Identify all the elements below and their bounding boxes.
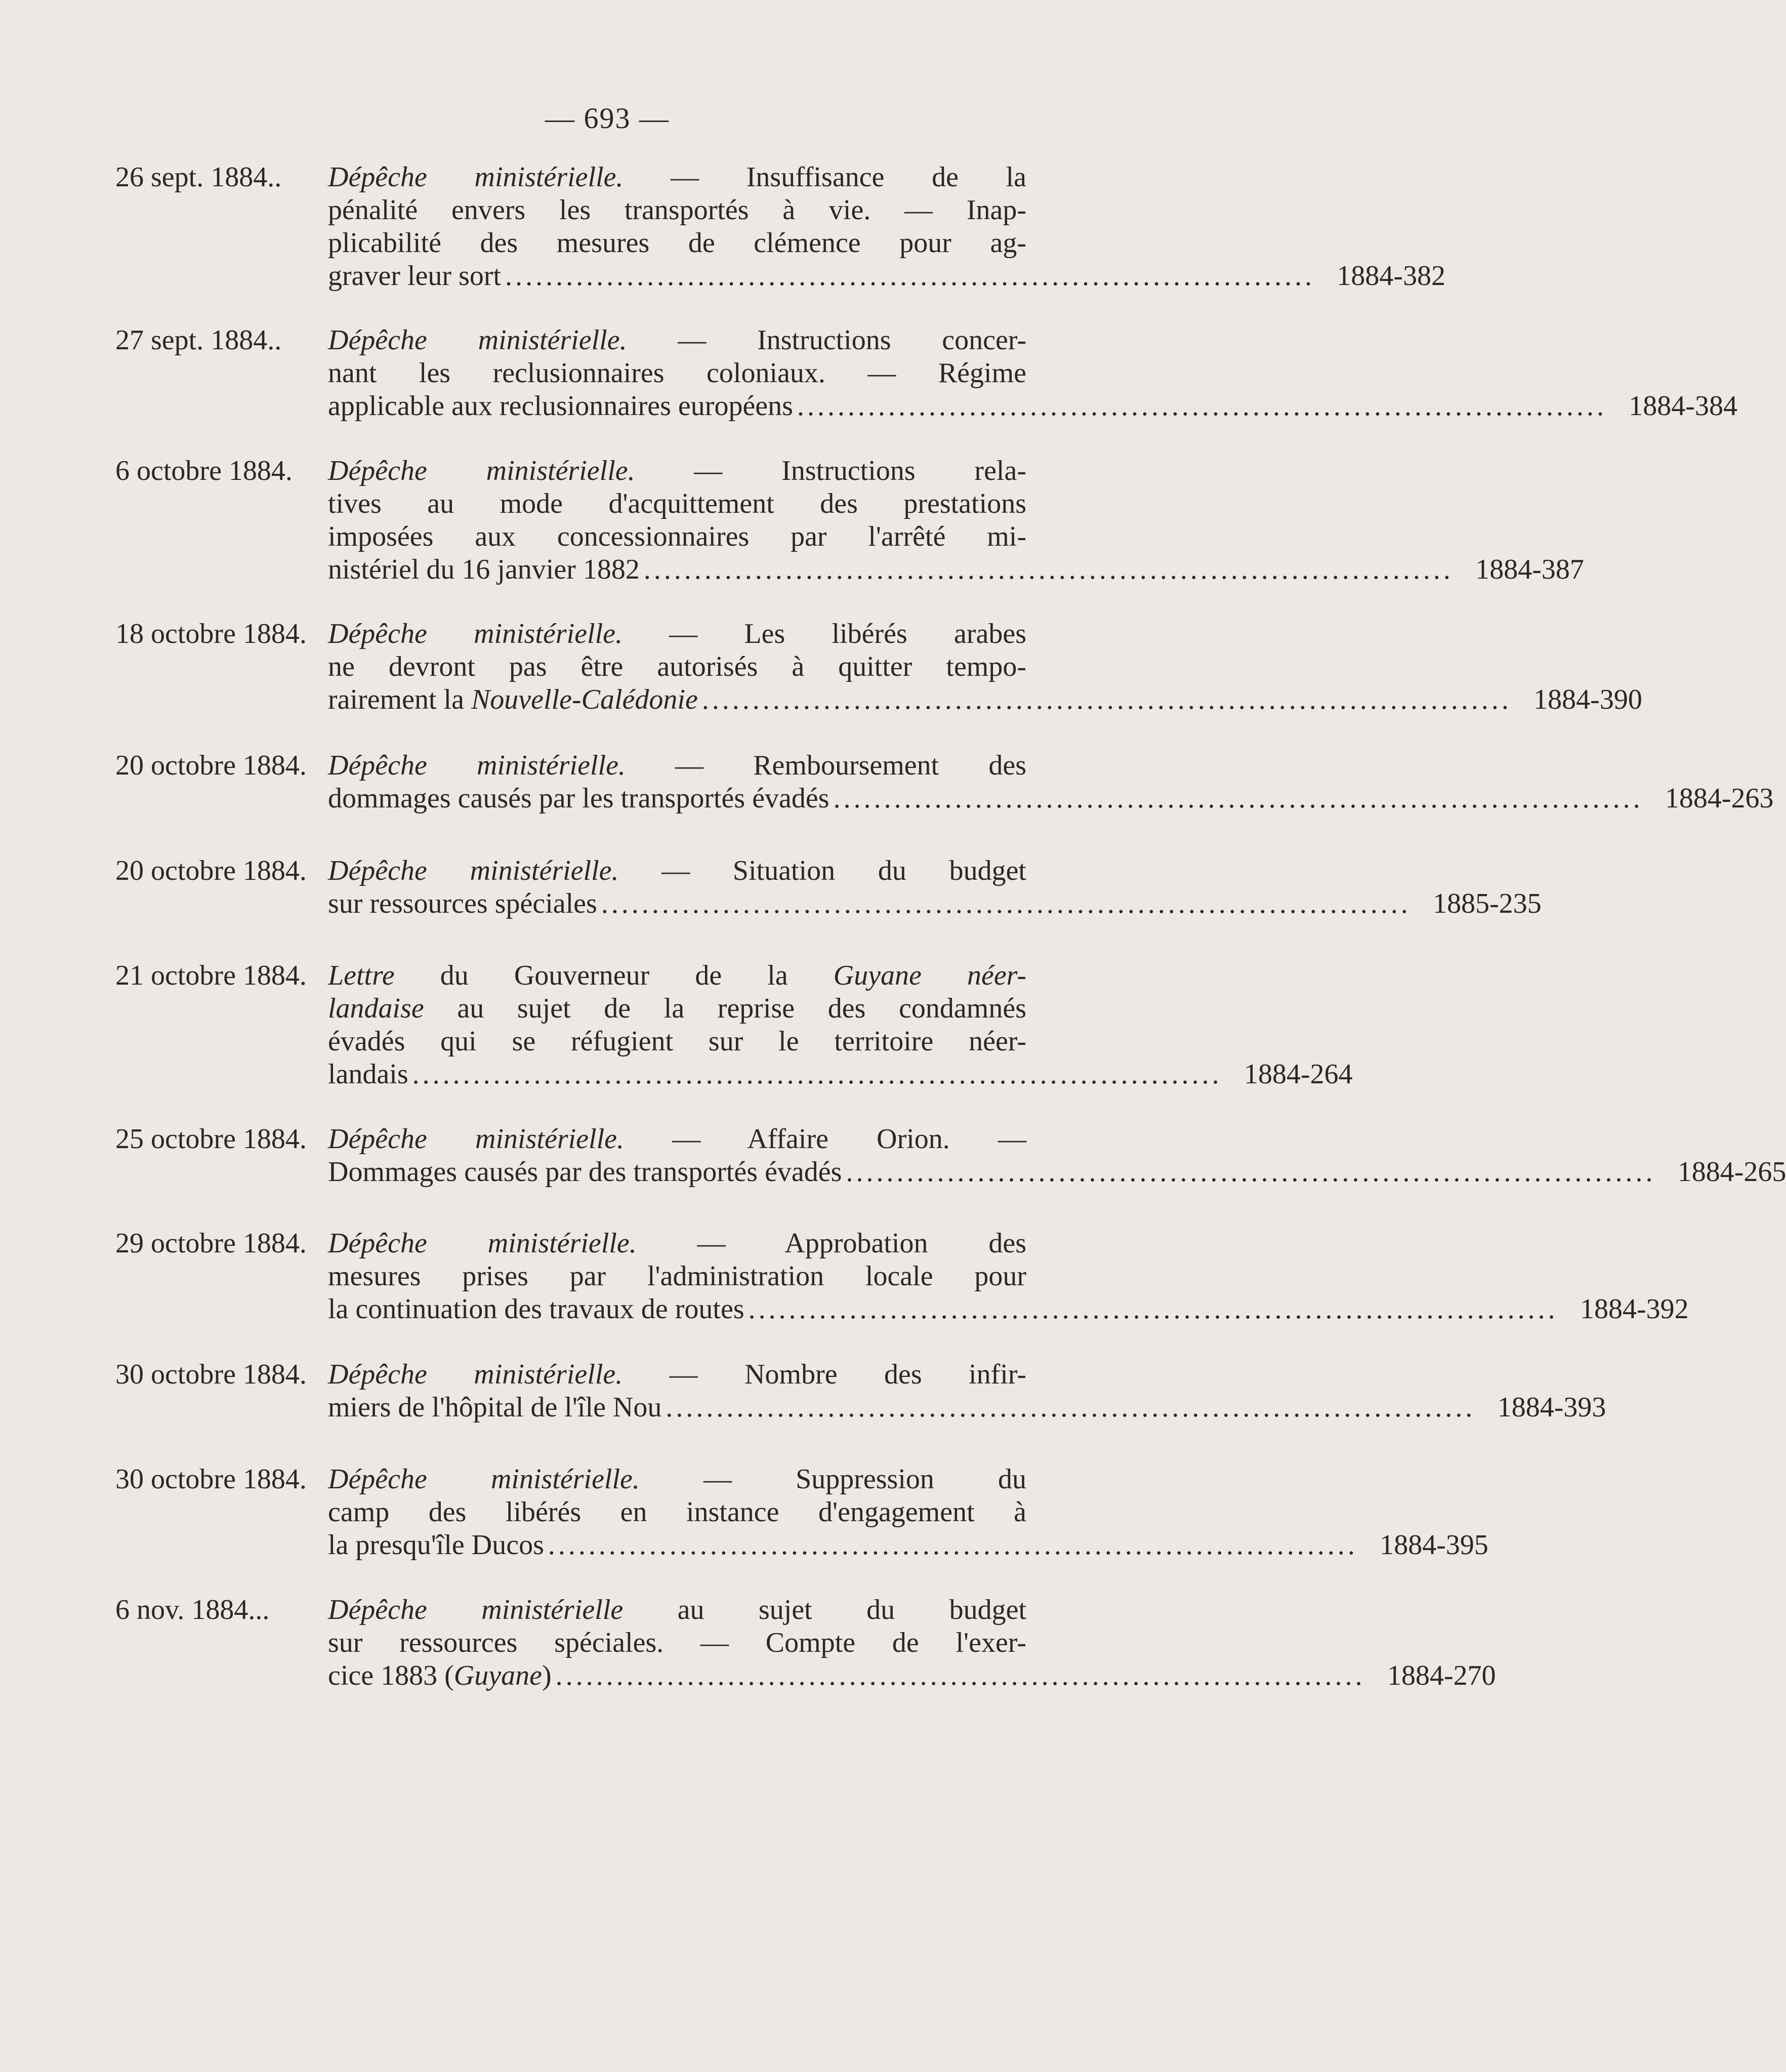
italic-text: Lettre xyxy=(328,960,395,991)
description-line xyxy=(328,1594,1026,1627)
entry-description xyxy=(328,1594,1496,1692)
last-line-text xyxy=(328,1391,661,1424)
italic-text: Dépêche ministérielle. xyxy=(328,455,635,486)
description-line xyxy=(328,487,1026,520)
description-line xyxy=(328,357,1026,390)
text-segment: — Remboursement des xyxy=(625,750,1026,781)
description-last-line xyxy=(328,1391,1606,1424)
text-segment: pénalité envers les transportés à vie. — Inap- xyxy=(328,194,1026,226)
reference-number: 1884-387 xyxy=(1475,554,1584,585)
entry-date: 27 sept. 1884.. xyxy=(115,324,282,356)
description-line xyxy=(328,1627,1026,1659)
last-line-text xyxy=(328,887,597,920)
reference-number: 1884-390 xyxy=(1533,684,1642,715)
last-line-text xyxy=(328,782,829,815)
entry-date: 6 octobre 1884. xyxy=(115,455,293,486)
entry xyxy=(115,1358,1606,1424)
entry-date: 20 octobre 1884. xyxy=(115,855,307,886)
description-line xyxy=(328,959,1026,992)
text-segment: la presqu'île Ducos xyxy=(328,1529,544,1561)
reference-number: 1884-382 xyxy=(1337,260,1446,292)
text-segment: cice 1883 ( xyxy=(328,1660,454,1691)
dot-leader: ................................................................................ xyxy=(833,783,1643,814)
text-segment: — Nombre des infir- xyxy=(622,1359,1027,1390)
dot-leader: ................................................................................ xyxy=(643,554,1453,585)
dot-leader: ................................................................................ xyxy=(601,888,1411,919)
reference-number: 1884-265 xyxy=(1677,1156,1786,1188)
last-line-text xyxy=(328,1156,842,1189)
description-line xyxy=(328,1463,1026,1496)
reference-number: 1884-270 xyxy=(1387,1660,1496,1691)
text-segment: — Les libérés arabes xyxy=(622,618,1027,649)
entry-date: 6 nov. 1884... xyxy=(115,1594,270,1626)
text-segment: ) xyxy=(542,1660,552,1691)
text-segment: dommages causés par les transportés évadés xyxy=(328,783,829,814)
entry xyxy=(115,1227,1689,1326)
description-line xyxy=(328,194,1026,227)
italic-text: Guyane néer- xyxy=(833,960,1027,991)
text-segment: la continuation des travaux de routes xyxy=(328,1293,744,1325)
entry-date: 29 octobre 1884. xyxy=(115,1228,307,1259)
last-line-text xyxy=(328,390,793,423)
text-segment: rairement la xyxy=(328,684,471,715)
entry-date: 18 octobre 1884. xyxy=(115,618,307,649)
description-last-line xyxy=(328,1659,1496,1692)
text-segment: nant les reclusionnaires coloniaux. — Régime xyxy=(328,357,1026,389)
last-line-text xyxy=(328,1529,544,1562)
entry-description xyxy=(328,324,1737,423)
dot-leader: ................................................................................ xyxy=(797,390,1607,422)
last-line-text xyxy=(328,683,698,716)
text-segment: du Gouverneur de la xyxy=(394,960,834,991)
description-line xyxy=(328,455,1026,487)
entry xyxy=(115,161,1446,293)
reference-number: 1884-263 xyxy=(1665,783,1774,814)
text-segment: — Affaire Orion. — xyxy=(624,1123,1027,1155)
italic-text: Dépêche ministérielle. xyxy=(328,618,623,649)
entry xyxy=(115,959,1353,1091)
description-line xyxy=(328,324,1026,357)
entry-description xyxy=(328,749,1774,815)
italic-text: landaise xyxy=(328,993,424,1024)
text-segment: Dommages causés par des transportés évadés xyxy=(328,1156,842,1188)
entry xyxy=(115,324,1737,423)
description-last-line xyxy=(328,1156,1786,1189)
entry-description xyxy=(328,959,1353,1091)
text-segment: landais xyxy=(328,1059,408,1090)
dot-leader: ................................................................................ xyxy=(846,1156,1656,1188)
description-last-line xyxy=(328,390,1737,423)
text-segment: — Situation du budget xyxy=(618,855,1026,886)
description-line xyxy=(328,749,1026,782)
description-line xyxy=(328,651,1026,683)
text-segment: applicable aux reclusionnaires européens xyxy=(328,390,793,422)
dot-leader: ................................................................................ xyxy=(548,1529,1358,1561)
dot-leader: ................................................................................ xyxy=(748,1293,1558,1325)
italic-text: Dépêche ministérielle. xyxy=(328,1228,637,1259)
text-segment: camp des libérés en instance d'engagement à xyxy=(328,1496,1026,1528)
italic-text: Dépêche ministérielle. xyxy=(328,1123,625,1155)
dot-leader: ................................................................................ xyxy=(505,260,1315,292)
description-last-line xyxy=(328,260,1446,293)
text-segment: miers de l'hôpital de l'île Nou xyxy=(328,1392,662,1423)
reference-number: 1884-395 xyxy=(1380,1529,1488,1561)
text-segment: — Insuffisance de la xyxy=(623,161,1026,193)
description-line xyxy=(328,1260,1026,1293)
entry xyxy=(115,1463,1488,1562)
text-segment: mesures prises par l'administration locale pour xyxy=(328,1261,1026,1292)
entry xyxy=(115,749,1774,815)
text-segment: — Approbation des xyxy=(636,1228,1026,1259)
text-segment: imposées aux concessionnaires par l'arrêté mi- xyxy=(328,521,1026,552)
text-segment: — Suppression du xyxy=(639,1464,1026,1495)
dot-leader: ................................................................................ xyxy=(666,1392,1476,1423)
last-line-text xyxy=(328,553,640,586)
reference-number: 1884-392 xyxy=(1580,1293,1689,1325)
description-line xyxy=(328,855,1026,887)
entry-date: 25 octobre 1884. xyxy=(115,1123,307,1155)
entry-date: 30 octobre 1884. xyxy=(115,1464,307,1495)
description-line xyxy=(328,1358,1026,1391)
text-segment: tives au mode d'acquittement des prestations xyxy=(328,488,1026,519)
entry xyxy=(115,855,1542,920)
description-last-line xyxy=(328,1058,1353,1091)
last-line-text xyxy=(328,1293,744,1326)
italic-text: Nouvelle-Calédonie xyxy=(471,684,698,715)
dot-leader: ................................................................................ xyxy=(412,1059,1222,1090)
text-segment: — Instructions rela- xyxy=(635,455,1026,486)
description-last-line xyxy=(328,553,1584,586)
entry-description xyxy=(328,855,1542,920)
description-last-line xyxy=(328,1293,1689,1326)
entry-date: 21 octobre 1884. xyxy=(115,960,307,991)
description-last-line xyxy=(328,683,1642,716)
description-line xyxy=(328,992,1026,1025)
entry-description xyxy=(328,1358,1606,1424)
italic-text: Dépêche ministérielle. xyxy=(328,855,619,886)
text-segment: plicabilité des mesures de clémence pour ag- xyxy=(328,227,1026,259)
italic-text: Guyane xyxy=(453,1660,542,1691)
dot-leader: ................................................................................ xyxy=(701,684,1512,715)
dot-leader: ................................................................................ xyxy=(555,1660,1365,1691)
description-line xyxy=(328,227,1026,260)
text-segment: évadés qui se réfugient sur le territoire néer- xyxy=(328,1026,1026,1057)
text-segment: au sujet du budget xyxy=(623,1594,1026,1626)
italic-text: Dépêche ministérielle. xyxy=(328,1359,623,1390)
text-segment: graver leur sort xyxy=(328,260,502,292)
reference-number: 1884-264 xyxy=(1243,1059,1353,1090)
entry-description xyxy=(328,1463,1488,1562)
description-line xyxy=(328,1227,1026,1260)
reference-number: 1884-393 xyxy=(1497,1392,1606,1423)
entry xyxy=(115,618,1642,716)
entry-date: 26 sept. 1884.. xyxy=(115,161,282,193)
description-last-line xyxy=(328,887,1542,920)
description-line xyxy=(328,1025,1026,1058)
entry xyxy=(115,1123,1786,1189)
entry-description xyxy=(328,1123,1786,1189)
text-segment: sur ressources spéciales xyxy=(328,888,597,919)
italic-text: Dépêche ministérielle. xyxy=(328,324,627,356)
italic-text: Dépêche ministérielle. xyxy=(328,750,626,781)
last-line-text xyxy=(328,260,501,293)
description-line xyxy=(328,1496,1026,1529)
last-line-text xyxy=(328,1058,408,1091)
entry-description xyxy=(328,1227,1689,1326)
description-line xyxy=(328,161,1026,194)
italic-text: Dépêche ministérielle. xyxy=(328,161,624,193)
description-last-line xyxy=(328,1529,1488,1562)
reference-number: 1884-384 xyxy=(1629,390,1737,422)
text-segment: ne devront pas être autorisés à quitter tempo- xyxy=(328,651,1026,682)
text-segment: — Instructions concer- xyxy=(627,324,1027,356)
entry-description xyxy=(328,161,1446,293)
reference-number: 1885-235 xyxy=(1433,888,1542,919)
description-line xyxy=(328,1123,1026,1156)
entry-description xyxy=(328,455,1584,586)
last-line-text xyxy=(328,1659,552,1692)
text-segment: au sujet de la reprise des condamnés xyxy=(424,993,1026,1024)
description-line xyxy=(328,618,1026,651)
italic-text: Dépêche ministérielle. xyxy=(328,1464,640,1495)
entry-description xyxy=(328,618,1642,716)
italic-text: Dépêche ministérielle xyxy=(328,1594,624,1626)
text-segment: nistériel du 16 janvier 1882 xyxy=(328,554,640,585)
description-line xyxy=(328,520,1026,553)
description-last-line xyxy=(328,782,1774,815)
entry-date: 20 octobre 1884. xyxy=(115,750,307,781)
entry xyxy=(115,1594,1496,1692)
text-segment: sur ressources spéciales. — Compte de l'exer- xyxy=(328,1627,1026,1658)
entry-date: 30 octobre 1884. xyxy=(115,1359,307,1390)
entry xyxy=(115,455,1584,586)
page-number: — 693 — xyxy=(545,102,670,135)
